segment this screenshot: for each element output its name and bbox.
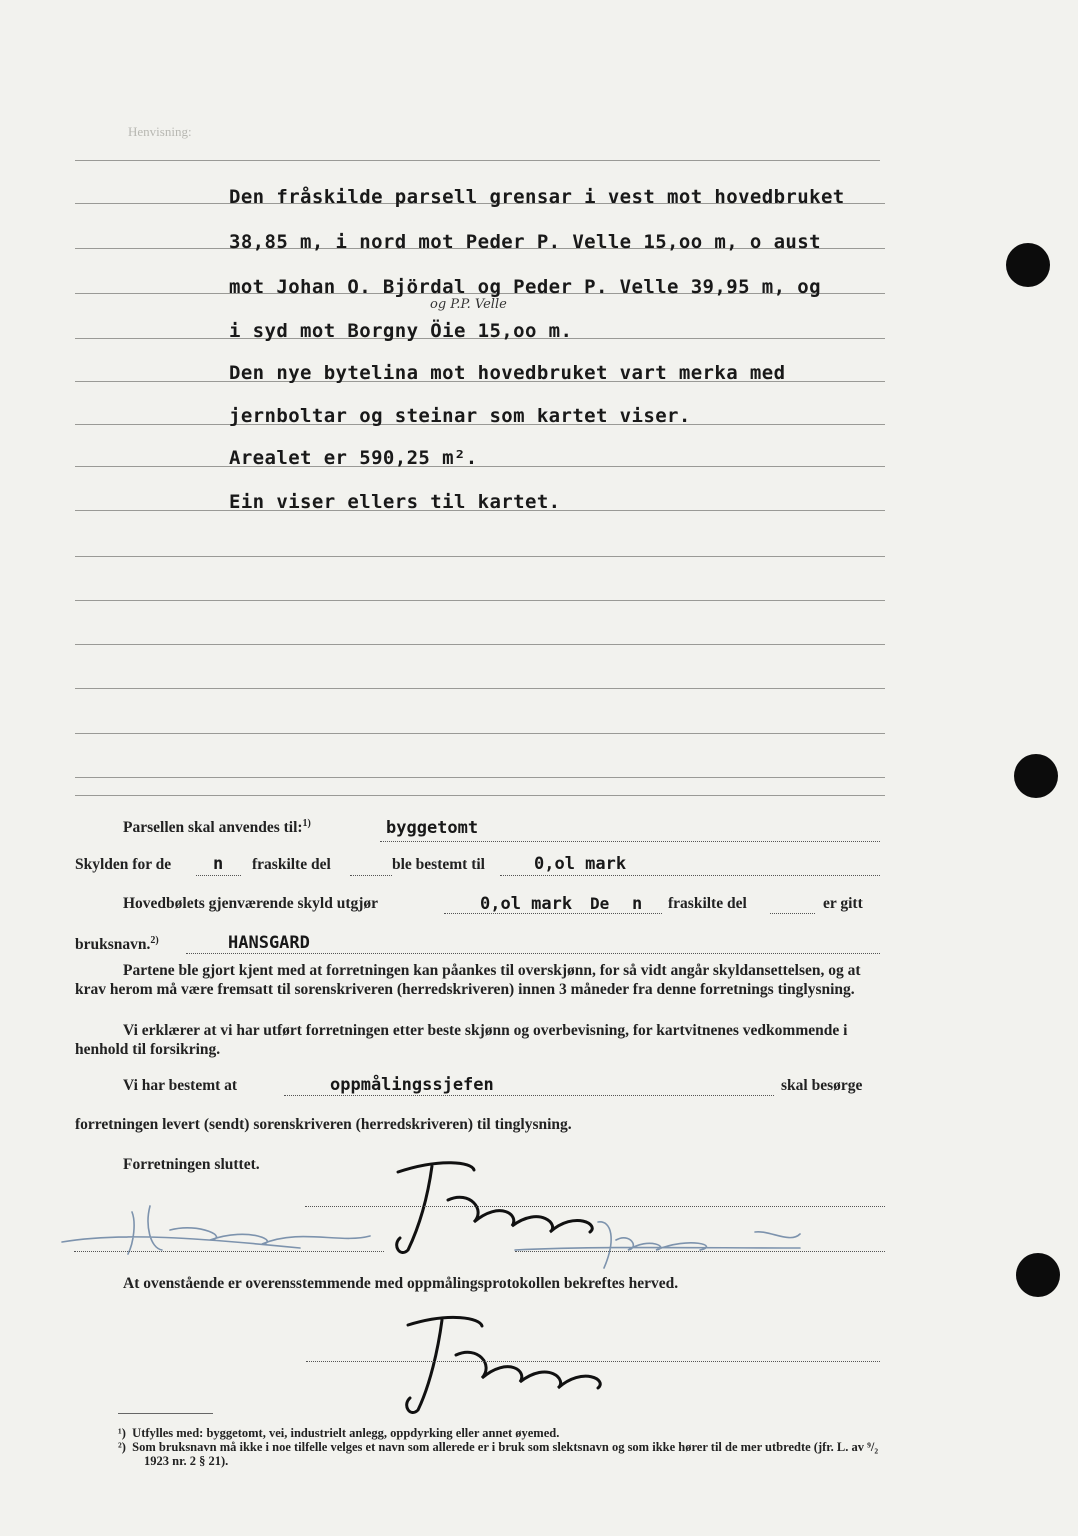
skylden-label-b: fraskilte del xyxy=(252,856,331,873)
hoved-value: 0,ol mark xyxy=(480,894,573,914)
signature-line xyxy=(305,1205,885,1207)
signature-line xyxy=(306,1360,880,1362)
vi-value: oppmålingssjefen xyxy=(330,1075,494,1095)
signature-2 xyxy=(407,1317,601,1412)
bruksnavn-value: HANSGARD xyxy=(228,933,310,953)
hoved-fill-n: n xyxy=(632,894,643,914)
typed-line-8: Ein viser ellers til kartet. xyxy=(229,491,561,513)
typed-line-3: mot Johan O. Björdal og Peder P. Velle 39,95 m, og xyxy=(229,276,821,298)
vi-label: Vi har bestemt at xyxy=(123,1077,238,1094)
parsellen-label: Parsellen skal anvendes til:$^{1)}$ xyxy=(123,818,311,837)
typed-line-2: 38,85 m, i nord mot Peder P. Velle 15,oo m, o aust xyxy=(229,231,821,253)
signature-line xyxy=(74,1250,384,1252)
typed-line-4: i syd mot Borgny Öie 15,oo m. xyxy=(229,320,573,342)
skylden-fill-n: n xyxy=(213,854,224,874)
skylden-value: 0,ol mark xyxy=(534,854,627,874)
typed-line-1: Den fråskilde parsell grensar i vest mot hovedbruket xyxy=(229,186,845,208)
hoved-label-c: er gitt xyxy=(823,895,863,912)
footnotes xyxy=(118,1426,888,1468)
signature-faint-left xyxy=(62,1206,370,1254)
forretningen-sluttet: Forretningen sluttet. xyxy=(123,1156,260,1173)
skylden-label-c: ble bestemt til xyxy=(392,856,485,873)
hoved-label-a: Hovedbølets gjenværende skyld utgjør xyxy=(123,895,379,912)
paragraph-erklaering: Vi erklærer at vi har utført forretningen etter beste skjønn og overbevisning, for kartvitnenes vedkommende i henhold til forsikring. xyxy=(75,1022,848,1058)
margin-note-henvisning: Henvisning: xyxy=(128,124,192,139)
vi-label-b: skal besørge xyxy=(781,1077,863,1094)
typed-line-7: Arealet er 590,25 m². xyxy=(229,447,478,469)
bekreftes-statement: At ovenstående er overensstemmende med oppmålingsprotokollen bekreftes herved. xyxy=(123,1275,679,1292)
footnote-1: ¹) Utfylles med: byggetomt, vei, industrielt anlegg, oppdyrking eller annet øyemed. xyxy=(118,1426,560,1440)
typed-line-6: jernboltar og steinar som kartet viser. xyxy=(229,405,691,427)
handwritten-insert: og P.P. Velle xyxy=(430,297,507,312)
typed-line-5: Den nye bytelina mot hovedbruket vart merka med xyxy=(229,362,786,384)
hoved-fill-de: De xyxy=(590,894,610,913)
footnote-2: ²) Som bruksnavn må ikke i noe tilfelle velges et navn som allerede er i bruk som slektsnavn og som ikke hører til de mer utbredte (jfr. L. av ⁹/₂ 1923 nr. 2 § 21). xyxy=(118,1440,879,1468)
signature-1 xyxy=(397,1163,593,1253)
footnote-rule xyxy=(118,1413,213,1414)
hoved-label-b: fraskilte del xyxy=(668,895,747,912)
bruksnavn-label: bruksnavn.$^{2)}$ xyxy=(75,935,159,954)
skylden-label-a: Skylden for de xyxy=(75,856,172,873)
signature-faint-right xyxy=(515,1222,800,1268)
forretningen-levert: forretningen levert (sendt) sorenskriveren (herredskriveren) til tinglysning. xyxy=(75,1116,572,1133)
signature-line xyxy=(515,1250,885,1252)
paragraph-overskjonn: Partene ble gjort kjent med at forretningen kan påankes til overskjønn, for så vidt angår skyldansettelsen, og at krav herom må være fremsatt til sorenskriveren (herredskriveren) innen 3 måneder fra denne forretnings tinglysning. xyxy=(75,962,861,998)
parsellen-value: byggetomt xyxy=(386,818,479,838)
